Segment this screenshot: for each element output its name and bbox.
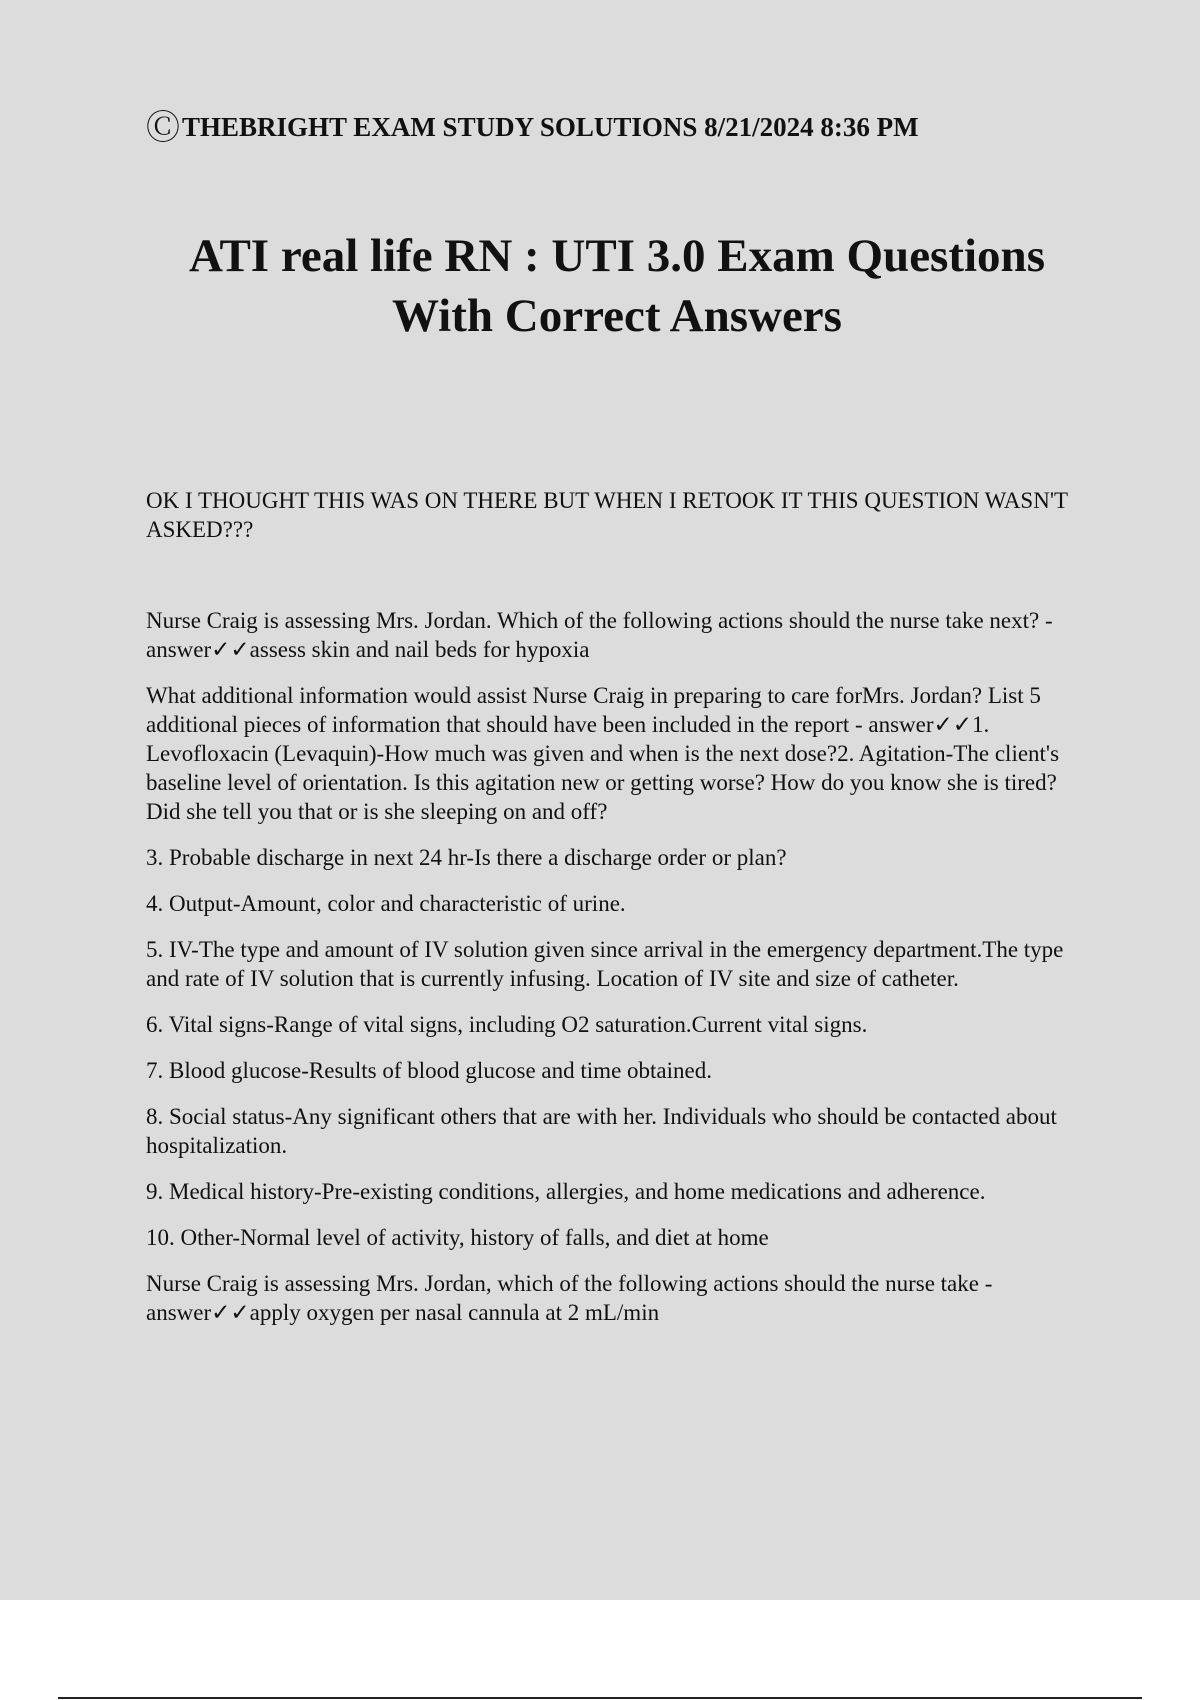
paragraph-item-3: 3. Probable discharge in next 24 hr-Is there a discharge order or plan? xyxy=(146,845,787,870)
title-line-1: ATI real life RN : UTI 3.0 Exam Questions xyxy=(188,230,1045,282)
paragraph-item-4: 4. Output-Amount, color and characteristic of urine. xyxy=(146,891,626,916)
document-header xyxy=(146,100,919,149)
paragraph-item-10: 10. Other-Normal level of activity, history of falls, and diet at home xyxy=(146,1225,769,1250)
qa-content xyxy=(146,606,1091,1344)
page-gap xyxy=(0,1600,1200,1700)
note-paragraph: OK I THOUGHT THIS WAS ON THERE BUT WHEN I RETOOK IT THIS QUESTION WASN'T ASKED??? xyxy=(146,488,1068,542)
paragraph-item-6: 6. Vital signs-Range of vital signs, including O2 saturation.Current vital signs. xyxy=(146,1012,868,1037)
paragraph-question-3: Nurse Craig is assessing Mrs. Jordan, which of the following actions should the nurse take - answer✓✓apply oxygen per nasal cannula at 2 mL/min xyxy=(146,1271,993,1325)
paragraph-item-5: 5. IV-The type and amount of IV solution given since arrival in the emergency department.The type and rate of IV solution that is currently infusing. Location of IV site and size of catheter. xyxy=(146,937,1064,991)
copyright-icon: Ⓒ xyxy=(146,110,180,147)
paragraph-item-9: 9. Medical history-Pre-existing conditions, allergies, and home medications and adherence. xyxy=(146,1179,986,1204)
page-divider xyxy=(58,1697,1142,1699)
paragraph-question-2: What additional information would assist Nurse Craig in preparing to care forMrs. Jordan? List 5 additional pieces of information that should have been included in the report - answer✓✓1. Levofloxacin (Levaquin)-How much was given and when is the next dose?2. Agitation-The client's baseline level of orientation. Is this agitation new or getting worse? How do you know she is tired? Did she tell you that or is she sleeping on and off? xyxy=(146,683,1060,824)
title-line-2: With Correct Answers xyxy=(392,290,842,342)
paragraph-question-1: Nurse Craig is assessing Mrs. Jordan. Which of the following actions should the nurse take next? - answer✓✓assess skin and nail beds for hypoxia xyxy=(146,608,1053,662)
paragraph-item-8: 8. Social status-Any significant others that are with her. Individuals who should be contacted about hospitalization. xyxy=(146,1104,1057,1158)
document-title xyxy=(120,226,1114,346)
paragraph-item-7: 7. Blood glucose-Results of blood glucose and time obtained. xyxy=(146,1058,712,1083)
header-text: THEBRIGHT EXAM STUDY SOLUTIONS 8/21/2024 8:36 PM xyxy=(182,112,919,142)
